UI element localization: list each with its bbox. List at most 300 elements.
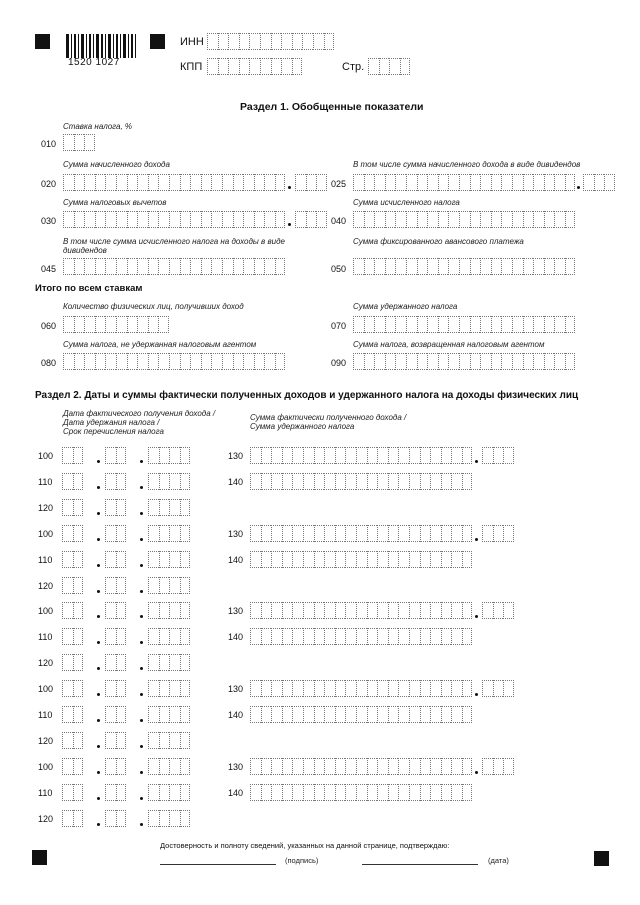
input-cell[interactable]	[451, 473, 462, 490]
input-cell[interactable]	[459, 353, 470, 370]
input-cell[interactable]	[503, 758, 514, 775]
input-cell[interactable]	[409, 628, 420, 645]
input-cell[interactable]	[335, 447, 346, 464]
input-cell[interactable]	[73, 680, 84, 697]
input-cell[interactable]	[398, 628, 409, 645]
date-day[interactable]	[62, 706, 83, 723]
input-cell[interactable]	[292, 551, 303, 568]
date-year[interactable]	[148, 628, 190, 645]
input-cell[interactable]	[356, 784, 367, 801]
input-cell[interactable]	[222, 174, 233, 191]
input-cell[interactable]	[116, 680, 127, 697]
input-cell[interactable]	[159, 499, 170, 516]
input-cell[interactable]	[462, 680, 473, 697]
date-year[interactable]	[148, 732, 190, 749]
input-cell[interactable]	[451, 784, 462, 801]
input-cell[interactable]	[62, 499, 73, 516]
page-field[interactable]	[368, 58, 410, 75]
input-cell[interactable]	[295, 174, 306, 191]
input-cell[interactable]	[409, 706, 420, 723]
input-cell[interactable]	[73, 525, 84, 542]
input-cell[interactable]	[314, 551, 325, 568]
input-cell[interactable]	[565, 174, 576, 191]
input-cell[interactable]	[84, 316, 95, 333]
input-cell[interactable]	[95, 174, 106, 191]
input-cell[interactable]	[74, 353, 85, 370]
input-cell[interactable]	[158, 258, 169, 275]
input-cell[interactable]	[271, 602, 282, 619]
input-cell[interactable]	[462, 706, 473, 723]
field-020-input[interactable]	[63, 174, 285, 191]
input-cell[interactable]	[292, 706, 303, 723]
input-cell[interactable]	[335, 706, 346, 723]
input-cell[interactable]	[169, 732, 180, 749]
input-cell[interactable]	[503, 680, 514, 697]
input-cell[interactable]	[388, 447, 399, 464]
input-cell[interactable]	[180, 810, 191, 827]
input-cell[interactable]	[180, 473, 191, 490]
input-cell[interactable]	[260, 33, 271, 50]
input-cell[interactable]	[282, 447, 293, 464]
input-cell[interactable]	[73, 551, 84, 568]
input-cell[interactable]	[116, 758, 127, 775]
input-cell[interactable]	[377, 447, 388, 464]
input-cell[interactable]	[470, 353, 481, 370]
input-cell[interactable]	[218, 58, 229, 75]
input-cell[interactable]	[493, 758, 504, 775]
input-cell[interactable]	[95, 211, 106, 228]
input-cell[interactable]	[211, 353, 222, 370]
amount-kop[interactable]	[482, 602, 514, 619]
input-cell[interactable]	[377, 473, 388, 490]
input-cell[interactable]	[441, 758, 452, 775]
input-cell[interactable]	[462, 447, 473, 464]
input-cell[interactable]	[356, 680, 367, 697]
input-cell[interactable]	[158, 174, 169, 191]
input-cell[interactable]	[420, 447, 431, 464]
input-cell[interactable]	[275, 174, 286, 191]
input-cell[interactable]	[367, 680, 378, 697]
input-cell[interactable]	[159, 732, 170, 749]
input-cell[interactable]	[292, 33, 303, 50]
input-cell[interactable]	[303, 706, 314, 723]
input-cell[interactable]	[470, 258, 481, 275]
input-cell[interactable]	[438, 211, 449, 228]
input-cell[interactable]	[501, 353, 512, 370]
input-cell[interactable]	[441, 525, 452, 542]
input-cell[interactable]	[544, 211, 555, 228]
input-cell[interactable]	[377, 551, 388, 568]
input-cell[interactable]	[250, 758, 261, 775]
input-cell[interactable]	[462, 551, 473, 568]
input-cell[interactable]	[430, 551, 441, 568]
amount-input[interactable]	[250, 706, 472, 723]
date-year[interactable]	[148, 577, 190, 594]
date-year[interactable]	[148, 706, 190, 723]
amount-input[interactable]	[250, 473, 472, 490]
input-cell[interactable]	[116, 577, 127, 594]
input-cell[interactable]	[451, 628, 462, 645]
input-cell[interactable]	[335, 680, 346, 697]
input-cell[interactable]	[430, 473, 441, 490]
input-cell[interactable]	[491, 353, 502, 370]
input-cell[interactable]	[451, 447, 462, 464]
input-cell[interactable]	[250, 525, 261, 542]
input-cell[interactable]	[62, 447, 73, 464]
input-cell[interactable]	[388, 784, 399, 801]
date-month[interactable]	[105, 473, 126, 490]
input-cell[interactable]	[480, 258, 491, 275]
input-cell[interactable]	[282, 784, 293, 801]
input-cell[interactable]	[451, 758, 462, 775]
amount-input[interactable]	[250, 784, 472, 801]
date-year[interactable]	[148, 654, 190, 671]
input-cell[interactable]	[353, 258, 364, 275]
input-cell[interactable]	[73, 706, 84, 723]
input-cell[interactable]	[159, 784, 170, 801]
amount-input[interactable]	[250, 680, 472, 697]
input-cell[interactable]	[62, 732, 73, 749]
input-cell[interactable]	[105, 473, 116, 490]
input-cell[interactable]	[116, 602, 127, 619]
input-cell[interactable]	[398, 706, 409, 723]
input-cell[interactable]	[250, 706, 261, 723]
input-cell[interactable]	[364, 211, 375, 228]
date-month[interactable]	[105, 551, 126, 568]
input-cell[interactable]	[356, 602, 367, 619]
date-day[interactable]	[62, 732, 83, 749]
input-cell[interactable]	[180, 174, 191, 191]
input-cell[interactable]	[398, 473, 409, 490]
input-cell[interactable]	[427, 353, 438, 370]
date-year[interactable]	[148, 680, 190, 697]
input-cell[interactable]	[324, 525, 335, 542]
input-cell[interactable]	[448, 353, 459, 370]
input-cell[interactable]	[84, 258, 95, 275]
input-cell[interactable]	[523, 211, 534, 228]
input-cell[interactable]	[254, 258, 265, 275]
input-cell[interactable]	[137, 353, 148, 370]
input-cell[interactable]	[314, 706, 325, 723]
input-cell[interactable]	[335, 473, 346, 490]
input-cell[interactable]	[116, 447, 127, 464]
input-cell[interactable]	[271, 525, 282, 542]
input-cell[interactable]	[190, 174, 201, 191]
input-cell[interactable]	[105, 706, 116, 723]
input-cell[interactable]	[180, 211, 191, 228]
input-cell[interactable]	[180, 258, 191, 275]
input-cell[interactable]	[451, 525, 462, 542]
input-cell[interactable]	[62, 602, 73, 619]
input-cell[interactable]	[180, 499, 191, 516]
input-cell[interactable]	[406, 258, 417, 275]
input-cell[interactable]	[73, 628, 84, 645]
input-cell[interactable]	[385, 211, 396, 228]
input-cell[interactable]	[158, 316, 169, 333]
input-cell[interactable]	[62, 758, 73, 775]
input-cell[interactable]	[314, 758, 325, 775]
input-cell[interactable]	[459, 211, 470, 228]
input-cell[interactable]	[324, 758, 335, 775]
input-cell[interactable]	[158, 353, 169, 370]
input-cell[interactable]	[420, 602, 431, 619]
input-cell[interactable]	[374, 353, 385, 370]
input-cell[interactable]	[379, 58, 390, 75]
input-cell[interactable]	[493, 525, 504, 542]
field-050-input[interactable]	[353, 258, 575, 275]
input-cell[interactable]	[260, 58, 271, 75]
field-030-input[interactable]	[63, 211, 285, 228]
input-cell[interactable]	[73, 447, 84, 464]
input-cell[interactable]	[169, 258, 180, 275]
input-cell[interactable]	[493, 602, 504, 619]
input-cell[interactable]	[377, 680, 388, 697]
input-cell[interactable]	[389, 58, 400, 75]
amount-input[interactable]	[250, 758, 472, 775]
date-year[interactable]	[148, 525, 190, 542]
input-cell[interactable]	[148, 499, 159, 516]
input-cell[interactable]	[430, 628, 441, 645]
input-cell[interactable]	[105, 602, 116, 619]
input-cell[interactable]	[430, 758, 441, 775]
input-cell[interactable]	[417, 211, 428, 228]
input-cell[interactable]	[324, 551, 335, 568]
input-cell[interactable]	[523, 316, 534, 333]
input-cell[interactable]	[169, 211, 180, 228]
input-cell[interactable]	[512, 316, 523, 333]
input-cell[interactable]	[148, 174, 159, 191]
input-cell[interactable]	[105, 258, 116, 275]
input-cell[interactable]	[353, 316, 364, 333]
input-cell[interactable]	[116, 628, 127, 645]
input-cell[interactable]	[169, 174, 180, 191]
input-cell[interactable]	[292, 58, 303, 75]
input-cell[interactable]	[427, 174, 438, 191]
input-cell[interactable]	[462, 602, 473, 619]
input-cell[interactable]	[159, 654, 170, 671]
input-cell[interactable]	[148, 758, 159, 775]
input-cell[interactable]	[316, 211, 327, 228]
input-cell[interactable]	[482, 758, 493, 775]
input-cell[interactable]	[169, 602, 180, 619]
input-cell[interactable]	[148, 473, 159, 490]
input-cell[interactable]	[533, 316, 544, 333]
input-cell[interactable]	[222, 353, 233, 370]
input-cell[interactable]	[554, 211, 565, 228]
input-cell[interactable]	[282, 628, 293, 645]
input-cell[interactable]	[233, 258, 244, 275]
input-cell[interactable]	[409, 551, 420, 568]
input-cell[interactable]	[367, 758, 378, 775]
input-cell[interactable]	[250, 784, 261, 801]
input-cell[interactable]	[105, 628, 116, 645]
input-cell[interactable]	[105, 758, 116, 775]
input-cell[interactable]	[345, 525, 356, 542]
input-cell[interactable]	[303, 447, 314, 464]
date-month[interactable]	[105, 525, 126, 542]
date-day[interactable]	[62, 551, 83, 568]
input-cell[interactable]	[314, 447, 325, 464]
input-cell[interactable]	[264, 353, 275, 370]
input-cell[interactable]	[544, 353, 555, 370]
input-cell[interactable]	[264, 211, 275, 228]
input-cell[interactable]	[353, 211, 364, 228]
input-cell[interactable]	[180, 602, 191, 619]
date-year[interactable]	[148, 473, 190, 490]
input-cell[interactable]	[503, 525, 514, 542]
input-cell[interactable]	[180, 353, 191, 370]
input-cell[interactable]	[377, 758, 388, 775]
input-cell[interactable]	[491, 258, 502, 275]
input-cell[interactable]	[127, 258, 138, 275]
input-cell[interactable]	[491, 174, 502, 191]
input-cell[interactable]	[367, 525, 378, 542]
input-cell[interactable]	[441, 473, 452, 490]
input-cell[interactable]	[261, 447, 272, 464]
input-cell[interactable]	[116, 810, 127, 827]
input-cell[interactable]	[105, 784, 116, 801]
input-cell[interactable]	[62, 551, 73, 568]
input-cell[interactable]	[105, 447, 116, 464]
input-cell[interactable]	[74, 174, 85, 191]
input-cell[interactable]	[116, 316, 127, 333]
input-cell[interactable]	[73, 577, 84, 594]
input-cell[interactable]	[159, 551, 170, 568]
input-cell[interactable]	[169, 551, 180, 568]
input-cell[interactable]	[462, 525, 473, 542]
input-cell[interactable]	[374, 316, 385, 333]
input-cell[interactable]	[565, 211, 576, 228]
input-cell[interactable]	[448, 211, 459, 228]
input-cell[interactable]	[271, 473, 282, 490]
input-cell[interactable]	[501, 174, 512, 191]
input-cell[interactable]	[116, 174, 127, 191]
input-cell[interactable]	[314, 473, 325, 490]
input-cell[interactable]	[406, 174, 417, 191]
input-cell[interactable]	[420, 525, 431, 542]
input-cell[interactable]	[180, 628, 191, 645]
input-cell[interactable]	[367, 706, 378, 723]
input-cell[interactable]	[73, 784, 84, 801]
input-cell[interactable]	[367, 551, 378, 568]
amount-kop[interactable]	[482, 758, 514, 775]
input-cell[interactable]	[180, 706, 191, 723]
input-cell[interactable]	[159, 680, 170, 697]
input-cell[interactable]	[190, 211, 201, 228]
input-cell[interactable]	[441, 706, 452, 723]
input-cell[interactable]	[459, 258, 470, 275]
input-cell[interactable]	[105, 525, 116, 542]
input-cell[interactable]	[409, 602, 420, 619]
input-cell[interactable]	[335, 525, 346, 542]
input-cell[interactable]	[261, 628, 272, 645]
input-cell[interactable]	[250, 680, 261, 697]
input-cell[interactable]	[367, 447, 378, 464]
input-cell[interactable]	[116, 353, 127, 370]
input-cell[interactable]	[395, 316, 406, 333]
input-cell[interactable]	[261, 473, 272, 490]
input-cell[interactable]	[295, 211, 306, 228]
input-cell[interactable]	[271, 58, 282, 75]
date-month[interactable]	[105, 758, 126, 775]
input-cell[interactable]	[533, 211, 544, 228]
input-cell[interactable]	[583, 174, 594, 191]
input-cell[interactable]	[430, 784, 441, 801]
input-cell[interactable]	[313, 33, 324, 50]
input-cell[interactable]	[364, 258, 375, 275]
input-cell[interactable]	[137, 211, 148, 228]
input-cell[interactable]	[324, 628, 335, 645]
input-cell[interactable]	[438, 353, 449, 370]
input-cell[interactable]	[356, 473, 367, 490]
amount-kop[interactable]	[482, 525, 514, 542]
field-060-input[interactable]	[63, 316, 169, 333]
input-cell[interactable]	[441, 680, 452, 697]
input-cell[interactable]	[271, 758, 282, 775]
field-010-input[interactable]	[63, 134, 95, 151]
input-cell[interactable]	[250, 551, 261, 568]
input-cell[interactable]	[264, 174, 275, 191]
date-month[interactable]	[105, 602, 126, 619]
input-cell[interactable]	[180, 732, 191, 749]
input-cell[interactable]	[190, 258, 201, 275]
date-day[interactable]	[62, 758, 83, 775]
input-cell[interactable]	[261, 784, 272, 801]
date-day[interactable]	[62, 447, 83, 464]
input-cell[interactable]	[148, 525, 159, 542]
date-day[interactable]	[62, 525, 83, 542]
input-cell[interactable]	[388, 551, 399, 568]
input-cell[interactable]	[503, 602, 514, 619]
input-cell[interactable]	[84, 211, 95, 228]
input-cell[interactable]	[63, 134, 74, 151]
input-cell[interactable]	[282, 758, 293, 775]
input-cell[interactable]	[345, 602, 356, 619]
input-cell[interactable]	[409, 680, 420, 697]
input-cell[interactable]	[271, 784, 282, 801]
input-cell[interactable]	[159, 810, 170, 827]
input-cell[interactable]	[180, 551, 191, 568]
input-cell[interactable]	[364, 353, 375, 370]
input-cell[interactable]	[62, 706, 73, 723]
input-cell[interactable]	[345, 628, 356, 645]
input-cell[interactable]	[116, 551, 127, 568]
input-cell[interactable]	[356, 447, 367, 464]
input-cell[interactable]	[368, 58, 379, 75]
input-cell[interactable]	[491, 211, 502, 228]
input-cell[interactable]	[406, 211, 417, 228]
input-cell[interactable]	[201, 211, 212, 228]
input-cell[interactable]	[306, 211, 317, 228]
date-month[interactable]	[105, 706, 126, 723]
input-cell[interactable]	[105, 654, 116, 671]
inn-field[interactable]	[207, 33, 334, 50]
field-025-kop[interactable]	[583, 174, 615, 191]
input-cell[interactable]	[105, 316, 116, 333]
input-cell[interactable]	[148, 447, 159, 464]
input-cell[interactable]	[395, 174, 406, 191]
input-cell[interactable]	[95, 353, 106, 370]
input-cell[interactable]	[250, 447, 261, 464]
input-cell[interactable]	[314, 525, 325, 542]
input-cell[interactable]	[137, 258, 148, 275]
input-cell[interactable]	[385, 174, 396, 191]
input-cell[interactable]	[275, 353, 286, 370]
input-cell[interactable]	[159, 706, 170, 723]
input-cell[interactable]	[335, 628, 346, 645]
input-cell[interactable]	[374, 174, 385, 191]
input-cell[interactable]	[105, 810, 116, 827]
